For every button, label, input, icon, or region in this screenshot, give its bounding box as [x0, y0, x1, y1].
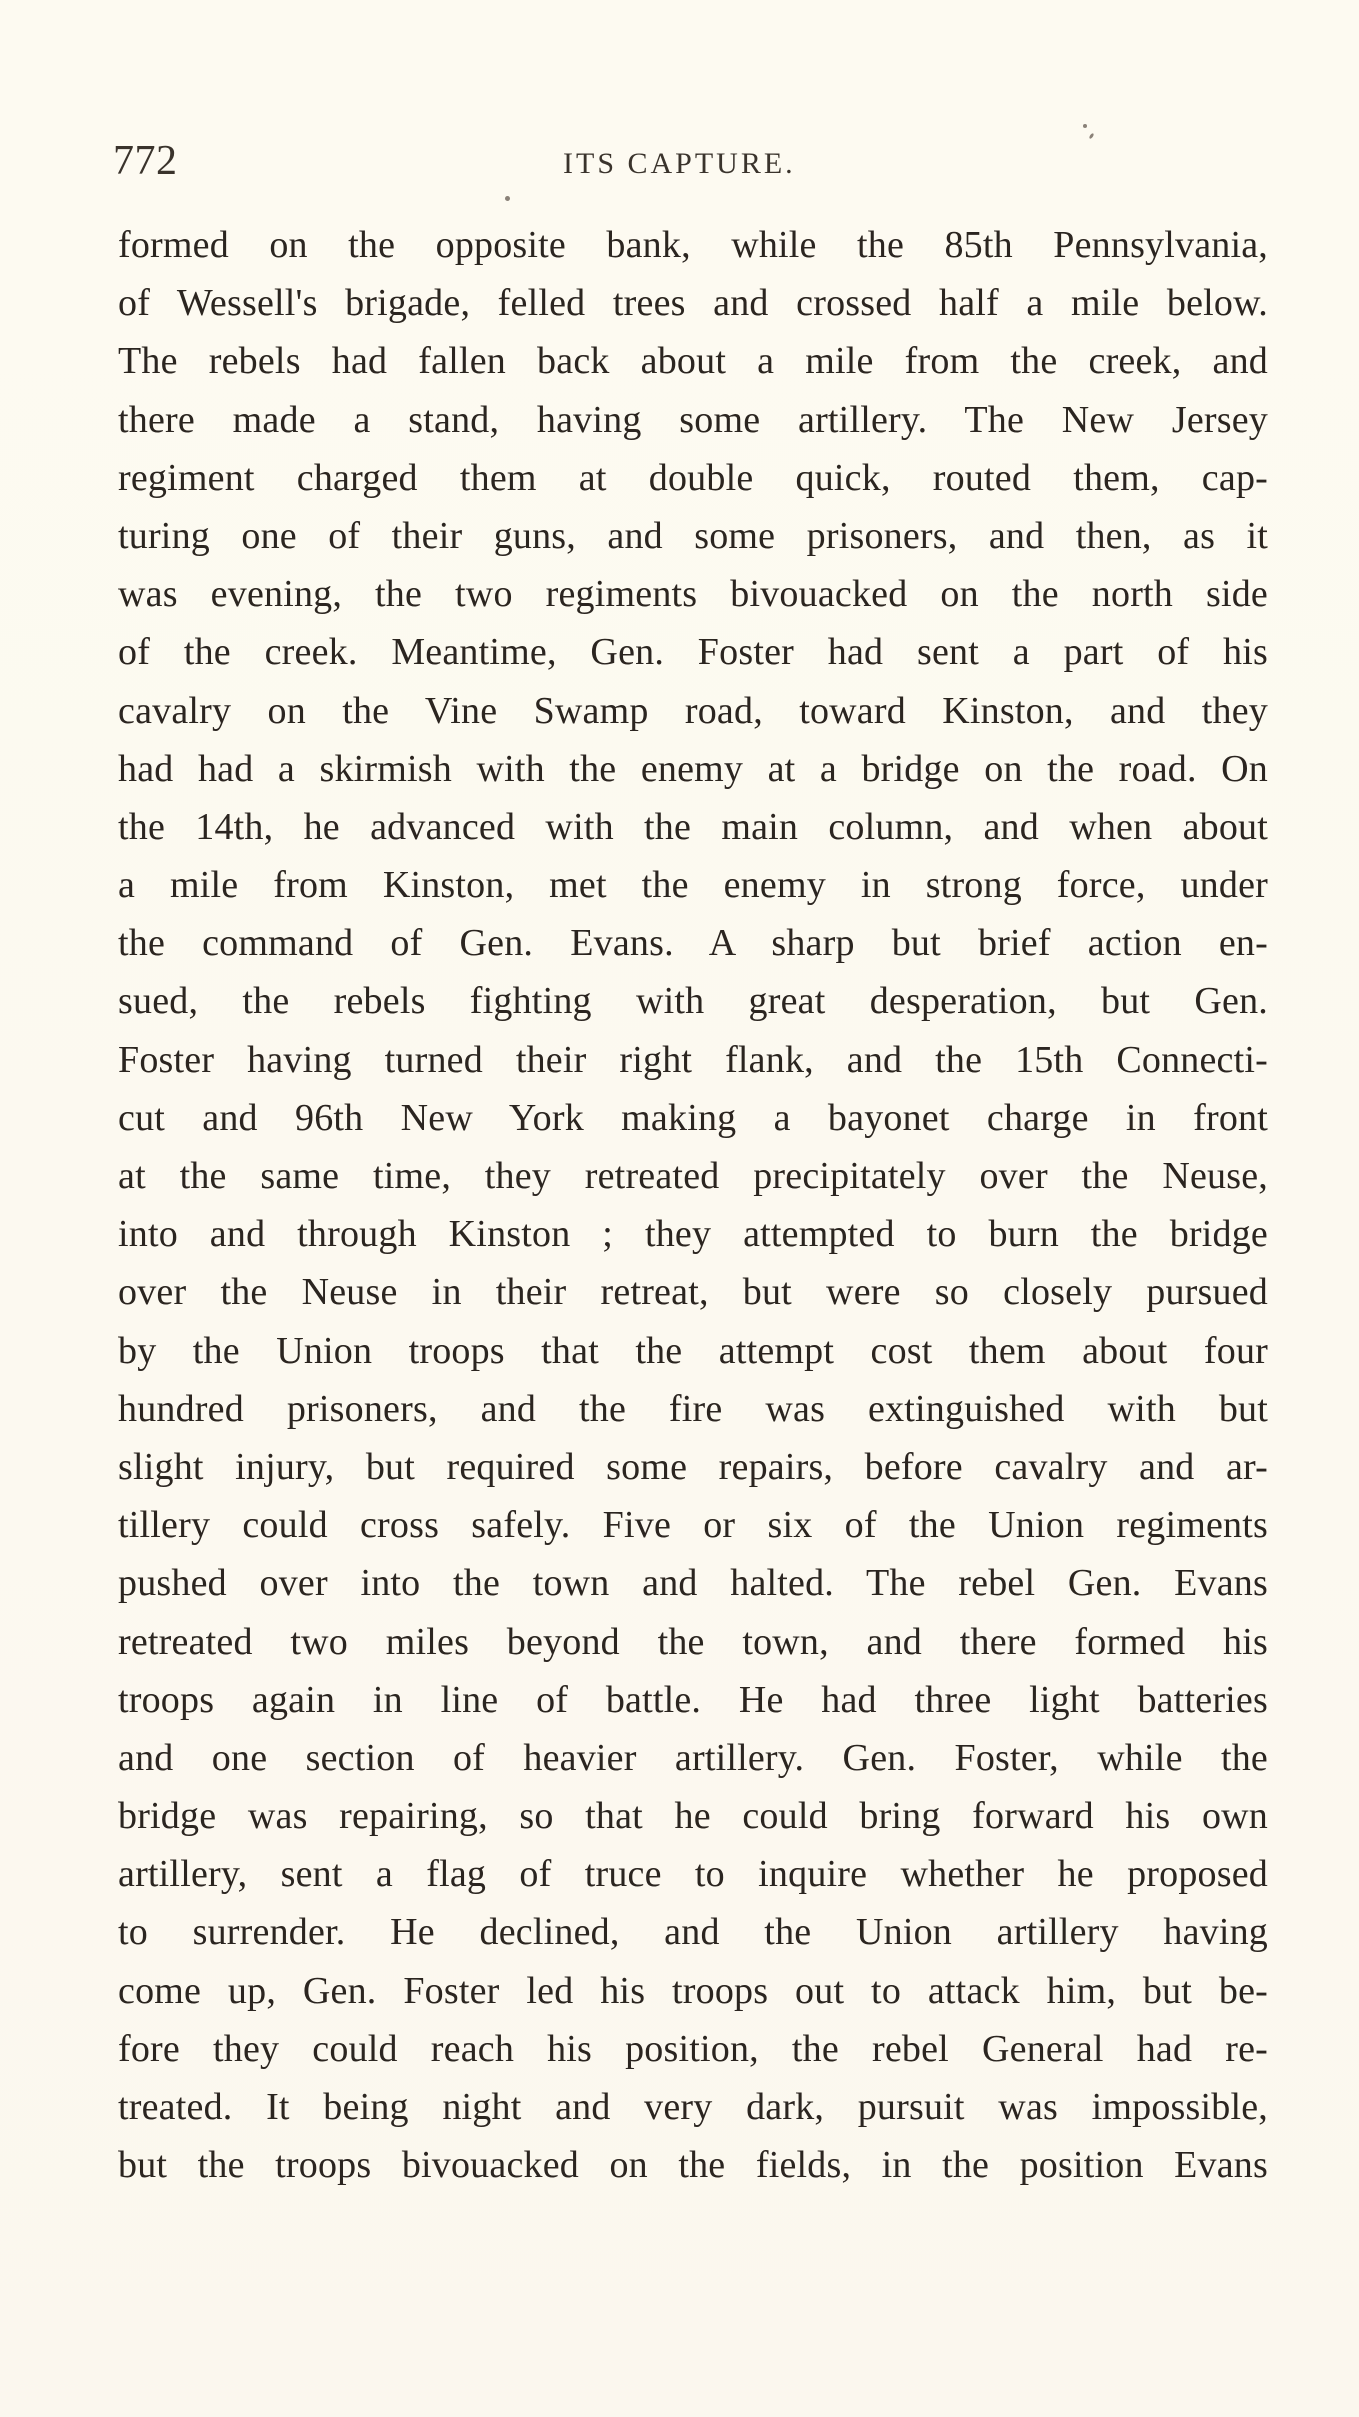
text-line: was evening, the two regiments bivouacked on the north side — [118, 573, 1268, 616]
text-line: at the same time, they retreated precipitately over the Neuse, — [118, 1155, 1268, 1197]
text-line: come up, Gen. Foster led his troops out to attack him, but be- — [118, 1969, 1268, 2012]
text-line: turing one of their guns, and some prisoners, and then, as it — [118, 514, 1268, 557]
text-line: but the troops bivouacked on the fields, in the position Evans — [118, 2144, 1268, 2187]
text-line: of Wessell's brigade, felled trees and crossed half a mile below. — [118, 282, 1268, 325]
text-line: over the Neuse in their retreat, but were so closely pursued — [118, 1271, 1268, 1314]
page-header — [113, 137, 1268, 187]
text-line: formed on the opposite bank, while the 85th Pennsylvania, — [118, 224, 1268, 266]
text-line: retreated two miles beyond the town, and there formed his — [118, 1620, 1268, 1663]
text-line: sued, the rebels fighting with great desperation, but Gen. — [118, 980, 1268, 1023]
text-line: into and through Kinston ; they attempted to burn the bridge — [118, 1213, 1268, 1256]
text-line: treated. It being night and very dark, pursuit was impossible, — [118, 2086, 1268, 2128]
text-line: the 14th, he advanced with the main column, and when about — [118, 805, 1268, 848]
text-line: to surrender. He declined, and the Union artillery having — [118, 1911, 1268, 1954]
text-line: cavalry on the Vine Swamp road, toward Kinston, and they — [118, 689, 1268, 732]
text-line: regiment charged them at double quick, routed them, cap- — [118, 456, 1268, 499]
text-line: pushed over into the town and halted. The rebel Gen. Evans — [118, 1562, 1268, 1605]
text-line: slight injury, but required some repairs, before cavalry and ar- — [118, 1445, 1268, 1488]
text-line: there made a stand, having some artillery. The New Jersey — [118, 398, 1268, 441]
text-line: by the Union troops that the attempt cost them about four — [118, 1329, 1268, 1372]
text-line: bridge was repairing, so that he could bring forward his own — [118, 1795, 1268, 1838]
text-line: fore they could reach his position, the rebel General had re- — [118, 2027, 1268, 2070]
body-text — [118, 216, 1268, 2194]
text-line: a mile from Kinston, met the enemy in strong force, under — [118, 864, 1268, 907]
text-line: artillery, sent a flag of truce to inquire whether he proposed — [118, 1853, 1268, 1896]
page-number: 772 — [113, 138, 178, 184]
text-line: Foster having turned their right flank, and the 15th Connecti- — [118, 1038, 1268, 1081]
text-line: troops again in line of battle. He had three light batteries — [118, 1678, 1268, 1721]
running-title: ITS CAPTURE. — [563, 147, 796, 180]
text-line: had had a skirmish with the enemy at a bridge on the road. On — [118, 747, 1268, 790]
text-line: hundred prisoners, and the fire was extinguished with but — [118, 1387, 1268, 1430]
ink-speck — [505, 196, 510, 201]
text-line: of the creek. Meantime, Gen. Foster had sent a part of his — [118, 631, 1268, 674]
ink-speck — [1083, 124, 1087, 128]
text-line: The rebels had fallen back about a mile from the creek, and — [118, 340, 1268, 383]
text-line: and one section of heavier artillery. Gen. Foster, while the — [118, 1736, 1268, 1779]
text-line: cut and 96th New York making a bayonet charge in front — [118, 1096, 1268, 1139]
text-line: tillery could cross safely. Five or six of the Union regiments — [118, 1504, 1268, 1547]
text-line: the command of Gen. Evans. A sharp but brief action en- — [118, 922, 1268, 965]
